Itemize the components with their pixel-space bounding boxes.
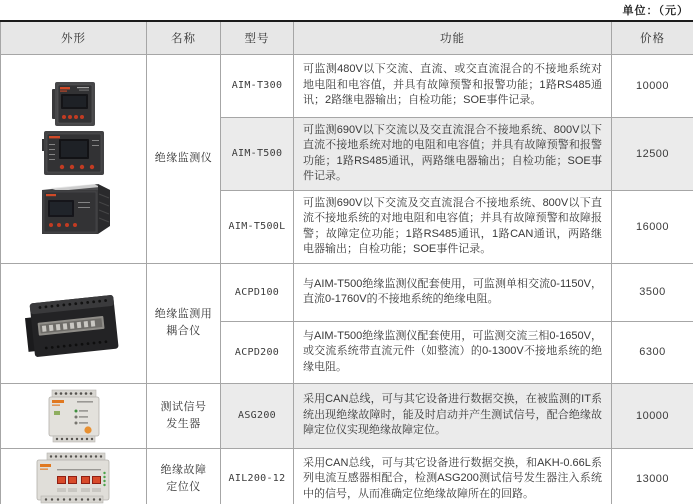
price-cell-aim-t500l: 16000 <box>612 190 693 263</box>
product-name-line: 发生器 <box>166 417 201 430</box>
function-cell-aim-t300: 可监测480V以下交流、直流、或交直流混合的不接地系统对地电阻和电容值，并具有故障预警和报警功能；1路RS485通讯；2路继电器输出；自检功能；SOE事件记录。 <box>294 54 612 117</box>
product-photo-stack <box>1 76 146 242</box>
function-cell-ail200-12: 采用CAN总线，可与其它设备进行数据交换，和AKH-0.66L系列电流互感器相配合，检测ASG200测试信号发生器注入系统中的信号，从而准确定位绝缘故障所在的回路。 <box>294 448 612 504</box>
model-cell-aim-t500l: AIM-T500L <box>221 190 294 263</box>
function-cell-acpd100: 与AIM-T500绝缘监测仪配套使用，可监测单相交流0-1150V，直流0-1760V的不接地系统的绝缘电阻。 <box>294 263 612 321</box>
table-row <box>1 448 693 504</box>
product-photo-wrap <box>1 388 146 444</box>
aim-t300-product-photo <box>51 80 97 128</box>
price-cell-acpd100: 3500 <box>612 263 693 321</box>
unit-label: 单位：（元） <box>622 5 689 17</box>
model-cell-acpd100: ACPD100 <box>221 263 294 321</box>
product-name-line: 定位仪 <box>166 480 201 493</box>
function-cell-aim-t500l: 可监测690V以下交流及交直流混合不接地系统、800V以下直流不接地系统的对地电阻和电容值；并具有故障预警和故障报警；故障定位功能；1路RS485通讯，1路CAN通讯，两路继电器输出；自检功能；SOE事件记录。 <box>294 190 612 263</box>
ail200-12-product-photo <box>33 452 115 504</box>
table-row <box>1 54 693 117</box>
header-name: 名称 <box>147 21 221 54</box>
name-cell-signal-generator <box>147 383 221 448</box>
header-appearance: 外形 <box>1 21 147 54</box>
price-cell-aim-t300: 10000 <box>612 54 693 117</box>
function-cell-acpd200: 与AIM-T500绝缘监测仪配套使用，可监测交流三相0-1650V，或交流系统带直流元件（如整流）的0-1300V不接地系统的绝缘电阻。 <box>294 321 612 383</box>
price-cell-asg200: 10000 <box>612 383 693 448</box>
aim-t500-product-photo <box>42 128 106 178</box>
product-name-line: 绝缘监测仪 <box>154 152 213 164</box>
name-cell-coupler <box>147 263 221 383</box>
product-name-line: 绝缘监测用 <box>154 308 213 320</box>
model-cell-asg200: ASG200 <box>221 383 294 448</box>
model-cell-aim-t500: AIM-T500 <box>221 117 294 190</box>
price-cell-aim-t500: 12500 <box>612 117 693 190</box>
function-cell-asg200: 采用CAN总线，可与其它设备进行数据交换，在被监测的IT系统出现绝缘故障时，能及时启动并产生测试信号，配合绝缘故障定位仪实现绝缘故障定位。 <box>294 383 612 448</box>
product-photo-wrap <box>1 281 146 365</box>
table-header-row <box>1 21 693 54</box>
acpd-coupler-product-photo <box>22 281 126 365</box>
product-photo-wrap <box>1 452 146 504</box>
table-row <box>1 383 693 448</box>
product-name-line: 耦合仪 <box>166 325 201 337</box>
appearance-cell-insulation-monitor <box>1 54 147 263</box>
appearance-cell-signal-generator <box>1 383 147 448</box>
appearance-cell-coupler <box>1 263 147 383</box>
asg200-product-photo <box>43 388 105 444</box>
price-cell-acpd200: 6300 <box>612 321 693 383</box>
header-function: 功能 <box>294 21 612 54</box>
header-model: 型号 <box>221 21 294 54</box>
model-cell-aim-t300: AIM-T300 <box>221 54 294 117</box>
model-cell-acpd200: ACPD200 <box>221 321 294 383</box>
model-cell-ail200-12: AIL200-12 <box>221 448 294 504</box>
name-cell-insulation-monitor <box>147 54 221 263</box>
product-name-line: 绝缘故障 <box>160 463 207 476</box>
price-cell-ail200-12: 13000 <box>612 448 693 504</box>
product-price-table <box>0 20 693 504</box>
function-cell-aim-t500: 可监测690V以下交流以及交直流混合不接地系统、800V以下直流不接地系统对地的电阻和电容值；并具有故障预警和报警功能；1路RS485通讯，两路继电器输出；自检功能；SOE事件记录。 <box>294 117 612 190</box>
header-price: 价格 <box>612 21 693 54</box>
product-name-line: 测试信号 <box>160 400 207 413</box>
aim-t500l-product-photo <box>36 178 112 238</box>
table-row <box>1 263 693 321</box>
name-cell-fault-locator <box>147 448 221 504</box>
appearance-cell-fault-locator <box>1 448 147 504</box>
